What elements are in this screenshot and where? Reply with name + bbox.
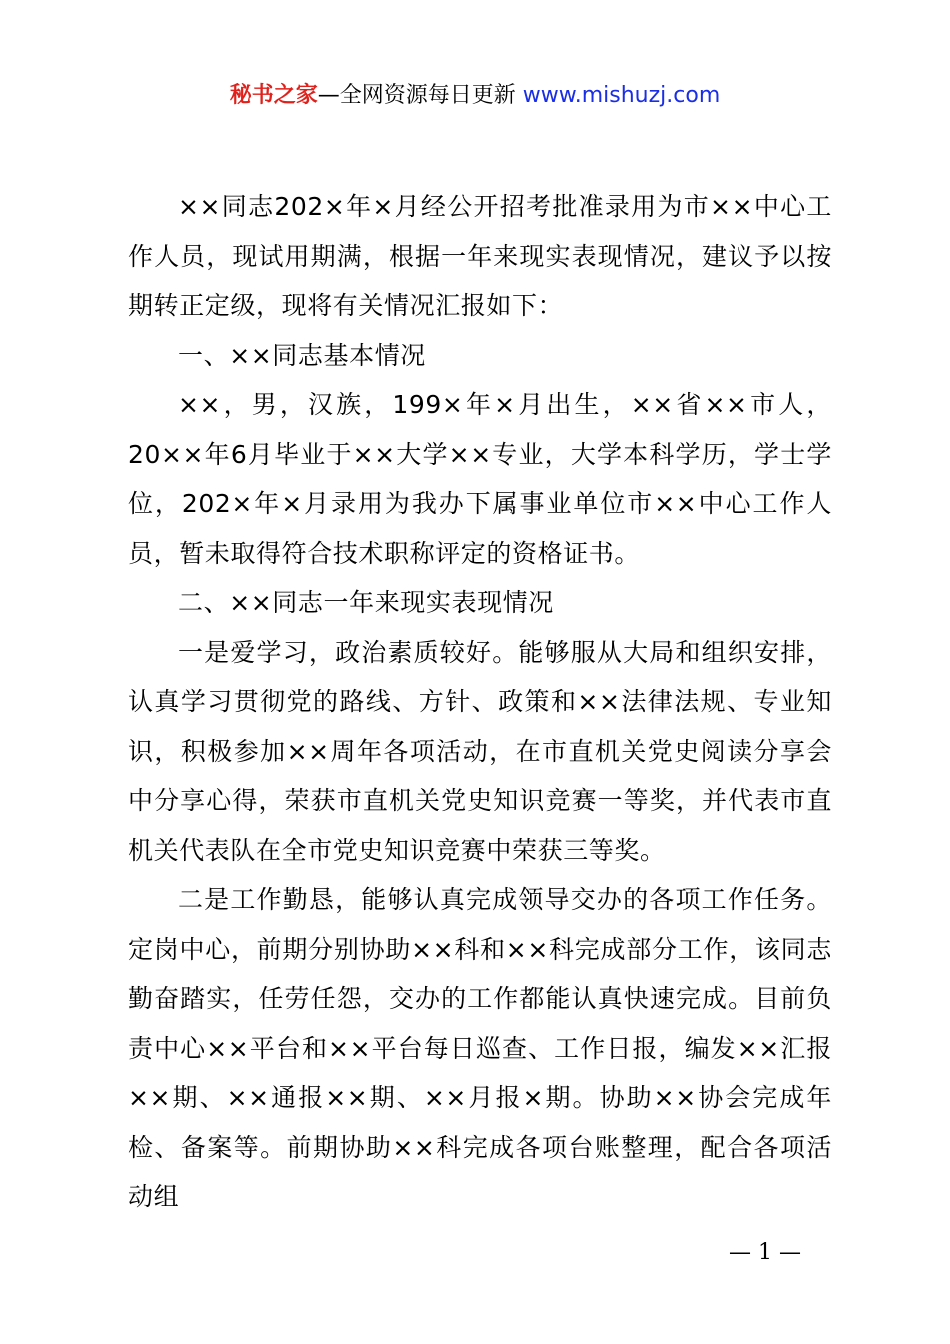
document-body [128,182,832,1222]
site-header [0,80,950,112]
page-number: — 1 — [729,1240,801,1265]
header-slogan: —全网资源每日更新 [317,83,516,108]
site-url-link[interactable]: www.mishuzj.com [522,83,721,108]
section-heading-performance: 二、××同志一年来现实表现情况 [178,588,554,617]
performance-study-paragraph: 一是爱学习，政治素质较好。能够服从大局和组织安排，认真学习贯彻党的路线、方针、政策和××法律法规、专业知识，积极参加××周年各项活动，在市直机关党史阅读分享会中分享心得，荣获市直机关党史知识竞赛一等奖，并代表市直机关代表队在全市党史知识竞赛中荣获三等奖。 [128,637,832,865]
basic-info-paragraph: ××，男，汉族，199×年×月出生，××省××市人，20××年6月毕业于××大学××专业，大学本科学历，学士学位，202×年×月录用为我办下属事业单位市××中心工作人员，暂未取得符合技术职称评定的资格证书。 [128,390,832,568]
intro-paragraph: ××同志202×年×月经公开招考批准录用为市××中心工作人员，现试用期满，根据一年来现实表现情况，建议予以按期转正定级，现将有关情况汇报如下： [128,192,832,320]
brand-name: 秘书之家 [229,83,318,108]
section-heading-basic-info: 一、××同志基本情况 [178,340,426,370]
performance-work-paragraph: 二是工作勤恳，能够认真完成领导交办的各项工作任务。定岗中心，前期分别协助××科和××科完成部分工作，该同志勤奋踏实，任劳任怨，交办的工作都能认真快速完成。目前负责中心××平台和××平台每日巡查、工作日报，编发××汇报××期、××通报××期、××月报×期。协助××协会完成年检、备案等。前期协助××科完成各项台账整理，配合各项活动组 [128,885,832,1211]
